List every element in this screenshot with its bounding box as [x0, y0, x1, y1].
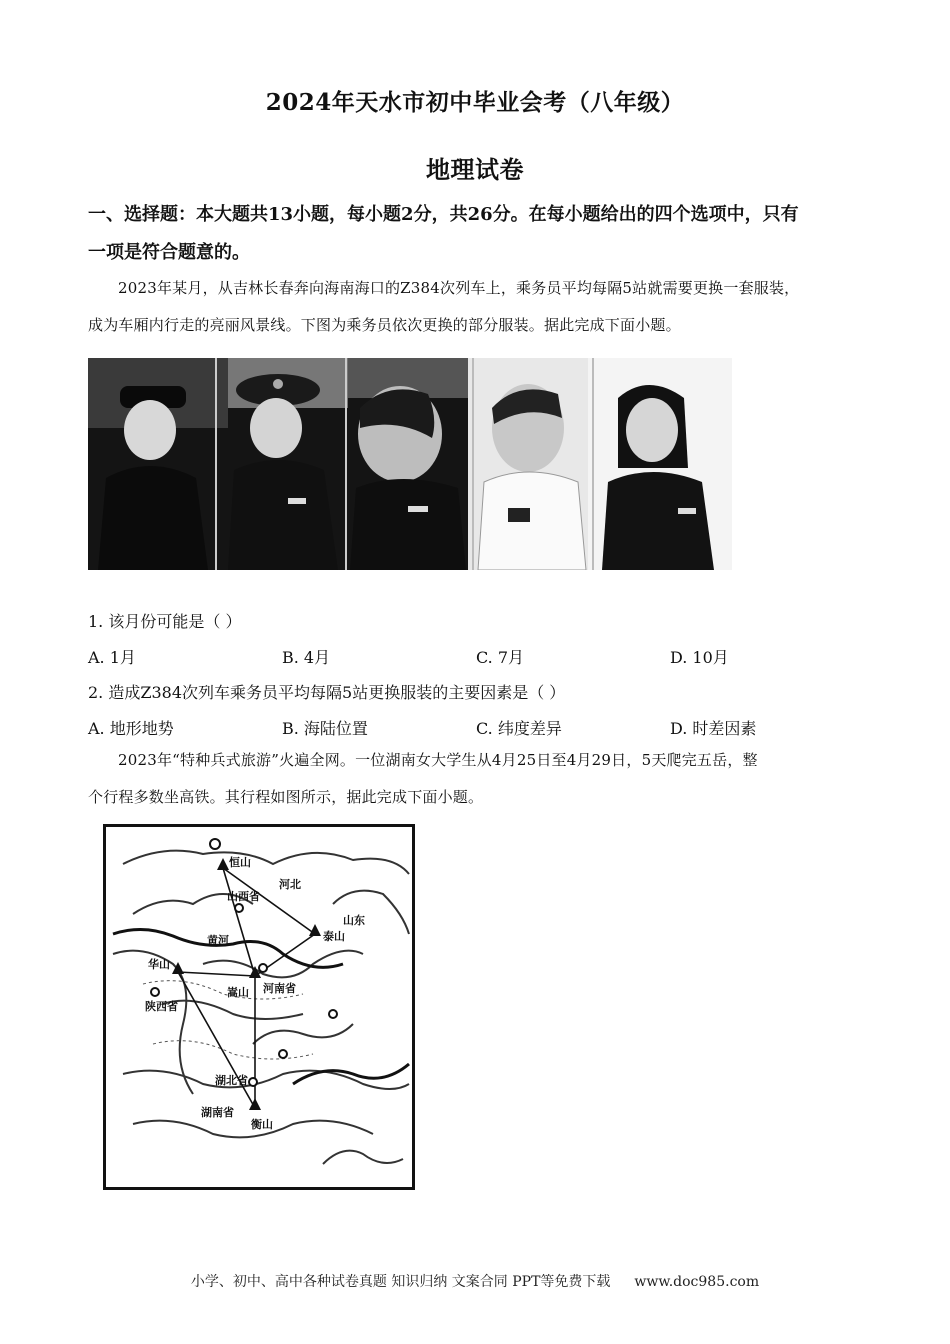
label-shandong: 山东	[343, 914, 365, 927]
exam-subtitle: 地理试卷	[426, 155, 524, 184]
section-heading-line2: 一项是符合题意的。	[88, 242, 250, 263]
attendants-photo	[88, 358, 732, 570]
label-shanxi: 山西省	[227, 890, 260, 903]
q2-option-a: A. 地形地势	[88, 719, 174, 738]
label-henan: 河南省	[263, 982, 296, 995]
question-2: 2. 造成Z384次列车乘务员平均每隔5站更换服装的主要因素是（ ）	[88, 683, 566, 702]
attendants-photo-figure	[88, 358, 732, 570]
footer-url[interactable]: www.doc985.com	[634, 1274, 760, 1290]
section-heading-line1: 一、选择题：本大题共13小题，每小题2分，共26分。在每小题给出的四个选项中，只有	[88, 204, 799, 225]
label-shaanxi: 陕西省	[145, 1000, 178, 1013]
q1-option-b: B. 4月	[282, 648, 331, 667]
label-hebei: 河北	[279, 878, 301, 891]
q1-option-c: C. 7月	[476, 648, 525, 667]
label-hunan: 湖南省	[201, 1106, 234, 1119]
question-1: 1. 该月份可能是（ ）	[88, 612, 242, 631]
exam-title: 2024年天水市初中毕业会考（八年级）	[265, 89, 685, 116]
label-yellow-river: 黄河	[207, 934, 229, 947]
intro2-line2: 个行程多数坐高铁。其行程如图所示，据此完成下面小题。	[88, 788, 484, 806]
q1-option-a: A. 1月	[88, 648, 136, 667]
q2-option-c: C. 纬度差异	[476, 719, 562, 738]
label-huashan: 华山	[148, 958, 170, 971]
route-map-figure	[103, 824, 415, 1190]
intro1-line2: 成为车厢内行走的亮丽风景线。下图为乘务员依次更换的部分服装。据此完成下面小题。	[88, 316, 681, 334]
label-hengshan-north: 恒山	[229, 856, 251, 869]
intro1-line1: 2023年某月，从吉林长春奔向海南海口的Z384次列车上，乘务员平均每隔5站就需要更换一套服装，	[118, 279, 800, 297]
label-taishan: 泰山	[323, 930, 345, 943]
intro2-line1: 2023年“特种兵式旅游”火遍全网。一位湖南女大学生从4月25日至4月29日，5天爬完五岳，整	[118, 751, 758, 769]
q2-option-d: D. 时差因素	[670, 719, 757, 738]
q1-option-d: D. 10月	[670, 648, 729, 667]
five-mountains-map	[103, 824, 415, 1190]
label-hengshan-south: 衡山	[251, 1118, 273, 1131]
q2-option-b: B. 海陆位置	[282, 719, 368, 738]
label-songshan: 嵩山	[227, 986, 249, 999]
footer-text: 小学、初中、高中各种试卷真题 知识归纳 文案合同 PPT等免费下载	[190, 1274, 611, 1290]
label-hubei: 湖北省	[215, 1074, 248, 1087]
page-footer	[0, 1271, 950, 1291]
